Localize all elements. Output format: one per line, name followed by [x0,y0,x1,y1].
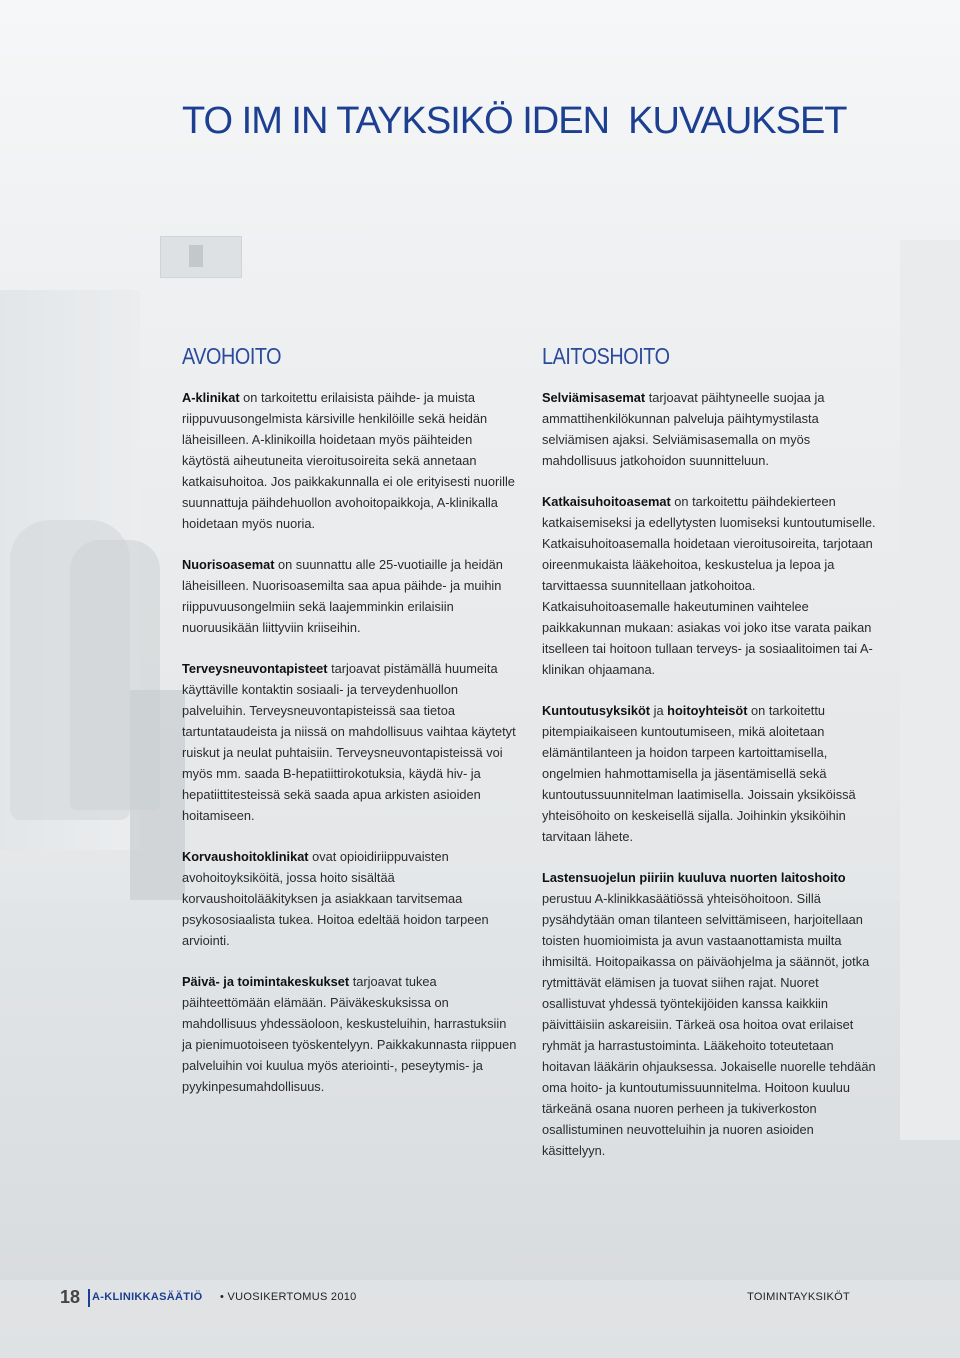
paragraph-korvaushoitoklinikat [182,846,518,951]
term-katkaisuhoitoasemat: Katkaisuhoitoasemat [542,494,671,509]
paragraph-nuorten-laitoshoito [542,867,878,1161]
laitoshoito-heading: LAITOSHOITO [542,343,670,369]
term-selviamisasemat: Selviämisasemat [542,390,646,405]
term-nuorten-laitoshoito: Lastensuojelun piiriin kuuluva nuorten laitoshoito [542,870,846,885]
avohoito-heading: AVOHOITO [182,343,282,369]
footer-org: A-KLINIKKASÄÄTIÖ [92,1291,203,1303]
footer-report: • VUOSIKERTOMUS 2010 [220,1291,357,1303]
paragraph-text: tarjoavat päihtyneelle suojaa ja ammattihenkilökunnan palveluja päihtymystilasta selviämisen ajaksi. Selviämisasemalla on myös mahdollisuus jatkohoidon suunnitteluun. [542,390,825,468]
paragraph-selviamisasemat [542,387,878,471]
term-terveysneuvontapisteet: Terveysneuvontapisteet [182,661,328,676]
term-a-klinikat: A-klinikat [182,390,240,405]
term-hoitoyhteisot: hoitoyhteisöt [667,703,748,718]
paragraph-text: on suunnattu alle 25-vuotiaille ja heidän läheisilleen. Nuorisoasemilta saa apua päihde- ja muihin riippuvuusongelmiin sekä laajemminkin erilaisiin nuoruusikään liittyviin kriiseihin. [182,557,503,635]
page-footer [60,1287,900,1309]
paragraph-kuntoutusyksikot [542,700,878,847]
paragraph-nuorisoasemat [182,554,518,638]
exit-sign-graphic [160,236,242,278]
term-nuorisoasemat: Nuorisoasemat [182,557,275,572]
page-title: TO IM IN TAYKSIKÖ IDEN KUVAUKSET [182,100,847,142]
paragraph-text: on tarkoitettu erilaisista päihde- ja muista riippuvuusongelmista kärsiville henkilöille sekä heidän läheisilleen. A-klinikoilla hoidetaan myös päihteiden käytöstä aiheutuneita vieroitusoireita sekä annetaan katkaisuhoitoa. Jos paikkakunnalla ei ole erityisesti nuorille suunnattuja päihdehuollon avohoitopaikkoja, A-klinikalla hoidetaan myös nuoria. [182,390,515,531]
background-ceiling [0,0,960,290]
paragraph-text: ja [650,703,668,718]
paragraph-text: perustuu A-klinikkasäätiössä yhteisöhoitoon. Sillä pysähdytään oman tilanteen selvittämiseen, harjoitellaan toisten huomioimista ja avun vastaanottamista muilta ihmisiltä. Hoitopaikassa on päiväohjelma ja säännöt, jotka rytmittävät elämisen ja tuovat siihen rajat. Nuoret osallistuvat yhdessä työntekijöiden kanssa kaikkiin päivittäisiin askareisiin. Tärkeä osa hoitoa ovat erilaiset ryhmät ja harrastustoiminta. Lääkehoito toteutetaan hoitavan lääkärin ohjauksessa. Jokaiselle nuorelle tehdään oma hoito- ja kuntoutumissuunnitelma. Hoitoon kuuluu tärkeänä osana nuoren perheen ja tukiverkoston osallistuminen neuvotteluihin ja nuoren asioiden käsittelyyn. [542,891,876,1158]
paragraph-a-klinikat [182,387,518,534]
paragraph-text: on tarkoitettu päihdekierteen katkaisemiseksi ja edellytysten luomiseksi kuntoutumiselle. Katkaisuhoitoasemalla hoidetaan vieroitusoireita, tarjotaan oireenmukaista lääkehoitoa, keskustelua ja lepoa ja tarvittaessa suunnitellaan jatkohoitoa. Katkaisuhoitoasemalle hakeutuminen vaihtelee paikkakunnan mukaan: asiakas voi joko itse varata paikan itselleen tai hoitoon tullaan terveys- ja sosiaalitoimen tai A-klinikan ohjaamana. [542,494,876,677]
footer-section: TOIMINTAYKSIKÖT [747,1291,850,1303]
page-number: 18 [60,1287,81,1307]
laitoshoito-column [542,343,878,1181]
term-kuntoutusyksikot: Kuntoutusyksiköt [542,703,651,718]
term-korvaushoitoklinikat: Korvaushoitoklinikat [182,849,309,864]
paragraph-text: tarjoavat tukea päihteettömään elämään. Päiväkeskuksissa on mahdollisuus yhdessäoloon, keskusteluihin, harrastuksiin ja pienimuotoiseen työskentelyyn. Paikkakunnasta riippuen palveluihin voi kuulua myös ateriointi-, peseytymis- ja pyykinpesumahdollisuus. [182,974,517,1094]
paragraph-terveysneuvontapisteet [182,658,518,826]
avohoito-column [182,343,518,1117]
paragraph-katkaisuhoitoasemat [542,491,878,680]
footer-divider [88,1289,90,1307]
background-wall-right [900,240,960,1140]
paragraph-text: tarjoavat pistämällä huumeita käyttäville kontaktin sosiaali- ja terveydenhuollon palveluihin. Terveysneuvontapisteissä saa tietoa tartuntataudeista ja niissä on mahdollisuus vaihtaa käytetyt ruiskut ja neulat puhtaisiin. Terveysneuvontapisteissä voi myös mm. saada B-hepatiittirokotuksia, käydä hiv- ja hepatiittitesteissä sekä saada apua arkisten asioiden hoitamiseen. [182,661,516,823]
paragraph-text: on tarkoitettu pitempiaikaiseen kuntoutumiseen, mikä aloitetaan elämäntilanteen ja hoidon tarpeen kartoittamisella, ongelmien hahmottamisella ja jäsentämisellä sekä kuntoutussuunnitelman laatimisella. Joissain yksiköissä yhteisöhoito on keskeisellä sijalla. Joihinkin yksiköihin tarvitaan lähete. [542,703,856,844]
term-paiva-ja-toimintakeskukset: Päivä- ja toimintakeskukset [182,974,350,989]
paragraph-paiva-ja-toimintakeskukset [182,971,518,1097]
paragraph-text: ovat opioidiriippuvaisten avohoitoyksiköitä, jossa hoito sisältää korvaushoitolääkityksen ja asiakkaan tarvitsemaa psykososiaalista tukea. Hoitoa edeltää hoidon tarpeen arviointi. [182,849,489,948]
